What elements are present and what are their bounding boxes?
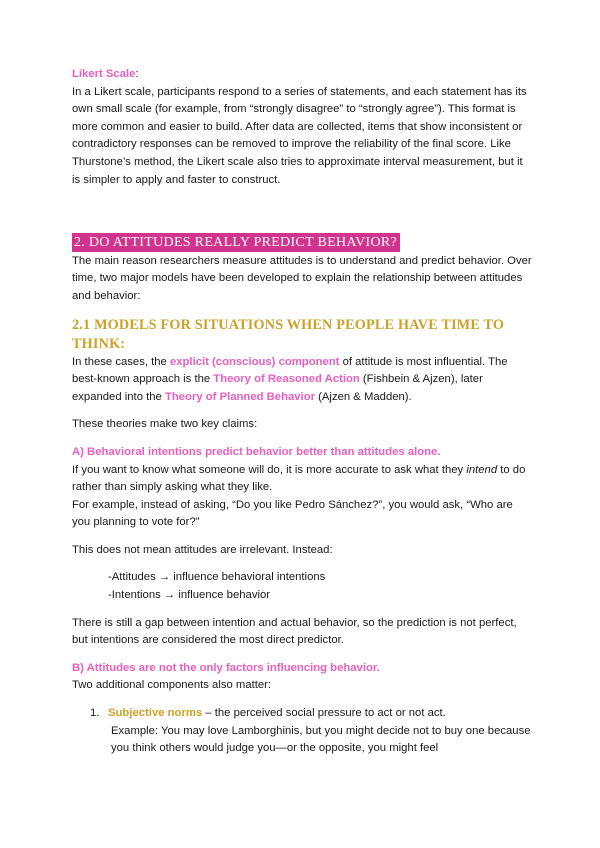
text-run: If you want to know what someone will do, it is more accurate to ask what they [72,463,467,476]
likert-paragraph [72,66,532,189]
subjective-norms-term: Subjective norms [108,707,203,720]
explicit-component-term: explicit (conscious) component [169,355,340,368]
text-run: (Fishbein & Ajzen), later expanded into the [72,373,483,403]
text-run: to do rather than simply asking what they like. [72,463,526,494]
bullet-item: -Intentions → influence behavior [108,589,271,602]
document-page [72,66,532,758]
section-2-intro: The main reason researchers measure attitudes is to understand and predict behavior. Over time, two major models have been developed to explain the relationship between attitudes and behavior: [72,254,532,302]
item-content [108,705,532,758]
section-2-heading: 2. DO ATTITUDES REALLY PREDICT BEHAVIOR? [72,233,400,252]
claim-a-line1 [72,462,532,497]
item-1-example: Example: You may love Lamborghinis, but you might decide not to buy one because you think others would judge you—or the opposite, you might feel [111,724,531,755]
not-irrelevant-text: This does not mean attitudes are irrelevant. Instead: [72,543,333,556]
likert-heading: Likert Scale [72,68,136,80]
text-run: – the perceived social pressure to act or not act. [202,707,446,720]
claims-intro: These theories make two key claims: [72,418,258,431]
text-run: (Ajzen & Madden). [315,390,412,403]
text-run: In these cases, the [72,355,170,368]
likert-colon: : [135,68,139,80]
likert-body: In a Likert scale, participants respond to a series of statements, and each statement has its own small scale (for example, from “strongly disagree” to “strongly agree”). This format is more common and easier to build. After data are collected, items that show inconsistent or contradictory responses can be removed to improve the reliability of the final score. Like Thurstone’s method, the Likert scale also tries to approximate interval measurement, but it is simpler to apply and faster to construct. [72,85,527,186]
gap-paragraph: There is still a gap between intention and actual behavior, so the prediction is not perfect, but intentions are considered the most direct predictor. [72,616,517,647]
claim-a-heading: A) Behavioral intentions predict behavior better than attitudes alone. [72,445,441,458]
models-paragraph [72,354,532,407]
section-2-heading-wrap [72,233,532,253]
item-1-line [108,705,532,723]
section-2-1-heading: 2.1 MODELS FOR SITUATIONS WHEN PEOPLE HAVE TIME TO THINK: [72,316,505,352]
claim-b-heading: B) Attitudes are not the only factors influencing behavior. [72,661,380,674]
theory-reasoned-action-term: Theory of Reasoned Action [213,373,360,386]
claim-a-example: For example, instead of asking, “Do you like Pedro Sánchez?”, you would ask, “Who are you planning to vote for?” [72,498,513,529]
numbered-item-1 [72,705,532,758]
bullet-item: -Attitudes → influence behavioral intentions [108,571,326,584]
text-run: of attitude is most influential. The best-known approach is the [72,355,508,386]
claim-b-intro: Two additional components also matter: [72,679,272,692]
intend-emphasis: intend [466,463,498,476]
theory-planned-behavior-term: Theory of Planned Behavior [164,390,315,403]
item-number: 1. [90,707,100,720]
